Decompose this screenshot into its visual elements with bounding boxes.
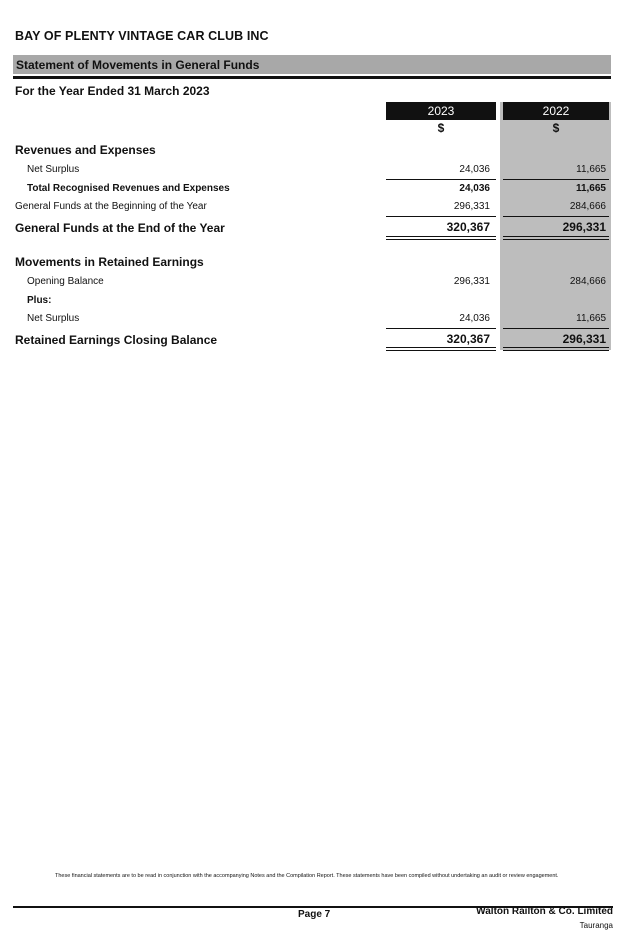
disclaimer-note: These financial statements are to be read in conjunction with the accompanying Notes and the Compilation Report. These statements have been compiled without undertaking an audit or review engagement. — [55, 873, 559, 879]
value-2023-re-net-surplus: 24,036 — [459, 313, 490, 324]
period-label: For the Year Ended 31 March 2023 — [15, 84, 210, 98]
value-2023-funds-end: 320,367 — [446, 220, 490, 234]
row-label-funds-end: General Funds at the End of the Year — [15, 221, 225, 235]
value-2023-opening-balance: 296,331 — [453, 276, 490, 287]
rule-2022 — [503, 179, 609, 180]
value-2022-opening-balance: 284,666 — [569, 276, 606, 287]
currency-2022: $ — [552, 121, 560, 135]
value-2023-net-surplus: 24,036 — [459, 164, 490, 175]
rule-2022 — [503, 328, 609, 329]
rule-2022 — [503, 216, 609, 217]
row-label-net-surplus: Net Surplus — [27, 164, 80, 175]
row-label-plus: Plus: — [27, 295, 52, 306]
value-2022-net-surplus: 11,665 — [576, 164, 606, 175]
column-header-2022: 2022 — [503, 102, 609, 120]
row-label-re-net-surplus: Net Surplus — [27, 313, 80, 324]
row-label-funds-beginning: General Funds at the Beginning of the Year — [15, 201, 207, 212]
organisation-name: BAY OF PLENTY VINTAGE CAR CLUB INC — [15, 29, 269, 43]
row-label-re-closing: Retained Earnings Closing Balance — [15, 333, 218, 347]
double-rule-2023 — [386, 347, 496, 348]
section-heading-revenues-expenses: Revenues and Expenses — [15, 143, 156, 157]
double-rule-2023 — [386, 239, 496, 240]
value-2023-re-closing: 320,367 — [446, 332, 490, 346]
value-2023-funds-beginning: 296,331 — [453, 201, 490, 212]
value-2023-total-recognised: 24,036 — [459, 183, 490, 194]
value-2022-re-net-surplus: 11,665 — [576, 313, 606, 324]
double-rule-2023 — [386, 350, 496, 351]
row-label-opening-balance: Opening Balance — [27, 276, 104, 287]
row-label-total-recognised: Total Recognised Revenues and Expenses — [27, 183, 230, 194]
rule-2023 — [386, 179, 496, 180]
value-2022-total-recognised: 11,665 — [575, 183, 606, 194]
currency-2023: $ — [437, 121, 445, 135]
value-2022-funds-end: 296,331 — [562, 220, 606, 234]
double-rule-2022 — [503, 350, 609, 351]
firm-name: Walton Railton & Co. Limited — [476, 906, 613, 917]
section-heading-retained-earnings: Movements in Retained Earnings — [15, 255, 204, 269]
statement-title: Statement of Movements in General Funds — [16, 58, 260, 72]
double-rule-2022 — [503, 236, 609, 237]
column-header-2023: 2023 — [386, 102, 496, 120]
title-rule — [13, 76, 611, 79]
value-2022-re-closing: 296,331 — [562, 332, 606, 346]
rule-2023 — [386, 328, 496, 329]
firm-city: Tauranga — [579, 921, 613, 930]
value-2022-funds-beginning: 284,666 — [569, 201, 606, 212]
page-number: Page 7 — [298, 909, 331, 920]
rule-2023 — [386, 216, 496, 217]
double-rule-2023 — [386, 236, 496, 237]
double-rule-2022 — [503, 347, 609, 348]
double-rule-2022 — [503, 239, 609, 240]
